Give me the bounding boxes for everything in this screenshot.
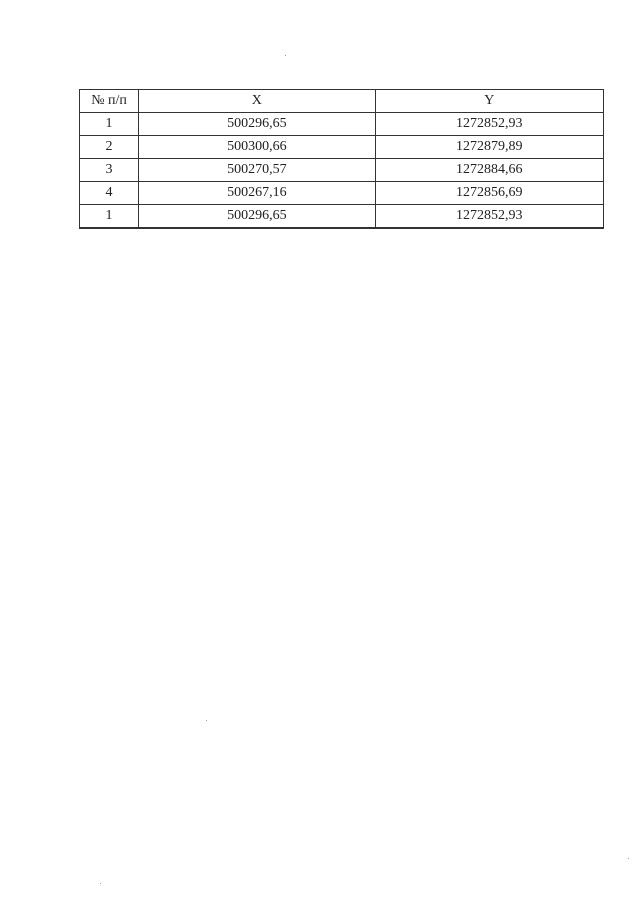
cell-point-number: 1: [80, 205, 139, 229]
cell-point-number: 2: [80, 136, 139, 159]
table-row: [80, 205, 604, 229]
cell-point-number: 1: [80, 113, 139, 136]
cell-x: 500270,57: [139, 159, 375, 182]
scan-speck: [100, 883, 101, 884]
scan-speck: [285, 55, 286, 56]
scan-speck: [628, 858, 629, 859]
table-row: [80, 113, 604, 136]
cell-y: 1272852,93: [375, 205, 603, 229]
cell-x: 500296,65: [139, 205, 375, 229]
cell-y: 1272852,93: [375, 113, 603, 136]
scan-speck: [206, 720, 207, 721]
cell-y: 1272879,89: [375, 136, 603, 159]
header-point-number: № п/п: [80, 90, 139, 113]
cell-x: 500267,16: [139, 182, 375, 205]
cell-point-number: 4: [80, 182, 139, 205]
table-header-row: [80, 90, 604, 113]
cell-y: 1272856,69: [375, 182, 603, 205]
header-y: Y: [375, 90, 603, 113]
cell-point-number: 3: [80, 159, 139, 182]
cell-y: 1272884,66: [375, 159, 603, 182]
table-row: [80, 159, 604, 182]
cell-x: 500300,66: [139, 136, 375, 159]
table-row: [80, 182, 604, 205]
coordinates-table: [79, 89, 604, 229]
header-x: X: [139, 90, 375, 113]
table-row: [80, 136, 604, 159]
cell-x: 500296,65: [139, 113, 375, 136]
